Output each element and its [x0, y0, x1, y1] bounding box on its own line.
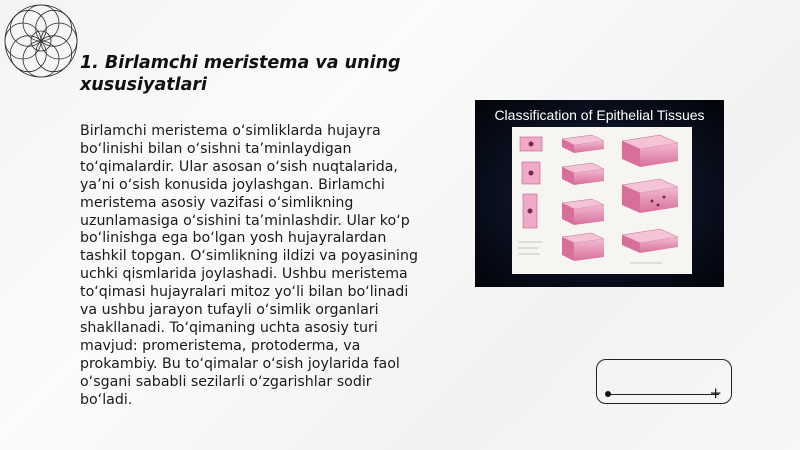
- slide-title: 1. Birlamchi meristema va uning xususiyatlari: [80, 53, 401, 95]
- epithelial-tissues-figure: [475, 100, 724, 287]
- slider-track[interactable]: [607, 394, 719, 395]
- tissue-illustrations: [512, 127, 692, 274]
- stratified-epithelium-blocks: [622, 135, 678, 263]
- slide-body-text: Birlamchi meristema o‘simliklarda hujayra bo‘linishi bilan o‘sishni ta’minlaydigan to‘qimalardir. Ular asosan o‘sish nuqtalarida, ya’ni o‘sish konusida joylashgan. Birlamchi meristema asosiy vazifasi o‘simlikning uzunlamasiga o‘sishini ta’minlashdir. Ular ko‘p bo‘linishga ega bo‘lgan yosh hujayralardan tashkil topgan. O‘simlikning ildizi va poyasining uchki qismlarida joylashadi. Ushbu meristema to‘qimasi hujayralari mitoz yo‘li bilan bo‘linadi va ushbu jarayon tufayli o‘simlik organlari shakllanadi. To‘qimaning uchta asosiy turi mavjud: promeristema, protoderma, va prokambiy. Bu to‘qimalar o‘sish joylarida faol o‘sgani sababli sezilarli o‘zgarishlar sodir bo‘ladi.: [80, 123, 418, 408]
- slider-handle[interactable]: [605, 391, 611, 397]
- figure-title: Classification of Epithelial Tissues: [494, 107, 705, 123]
- cell-shape-icons: [518, 137, 542, 254]
- plus-icon[interactable]: +: [709, 384, 722, 402]
- rosette-logo-icon: [2, 2, 80, 80]
- figure-illustration-panel: [512, 127, 692, 274]
- simple-epithelium-blocks: [562, 135, 604, 261]
- timeline-slider-widget[interactable]: [596, 359, 732, 404]
